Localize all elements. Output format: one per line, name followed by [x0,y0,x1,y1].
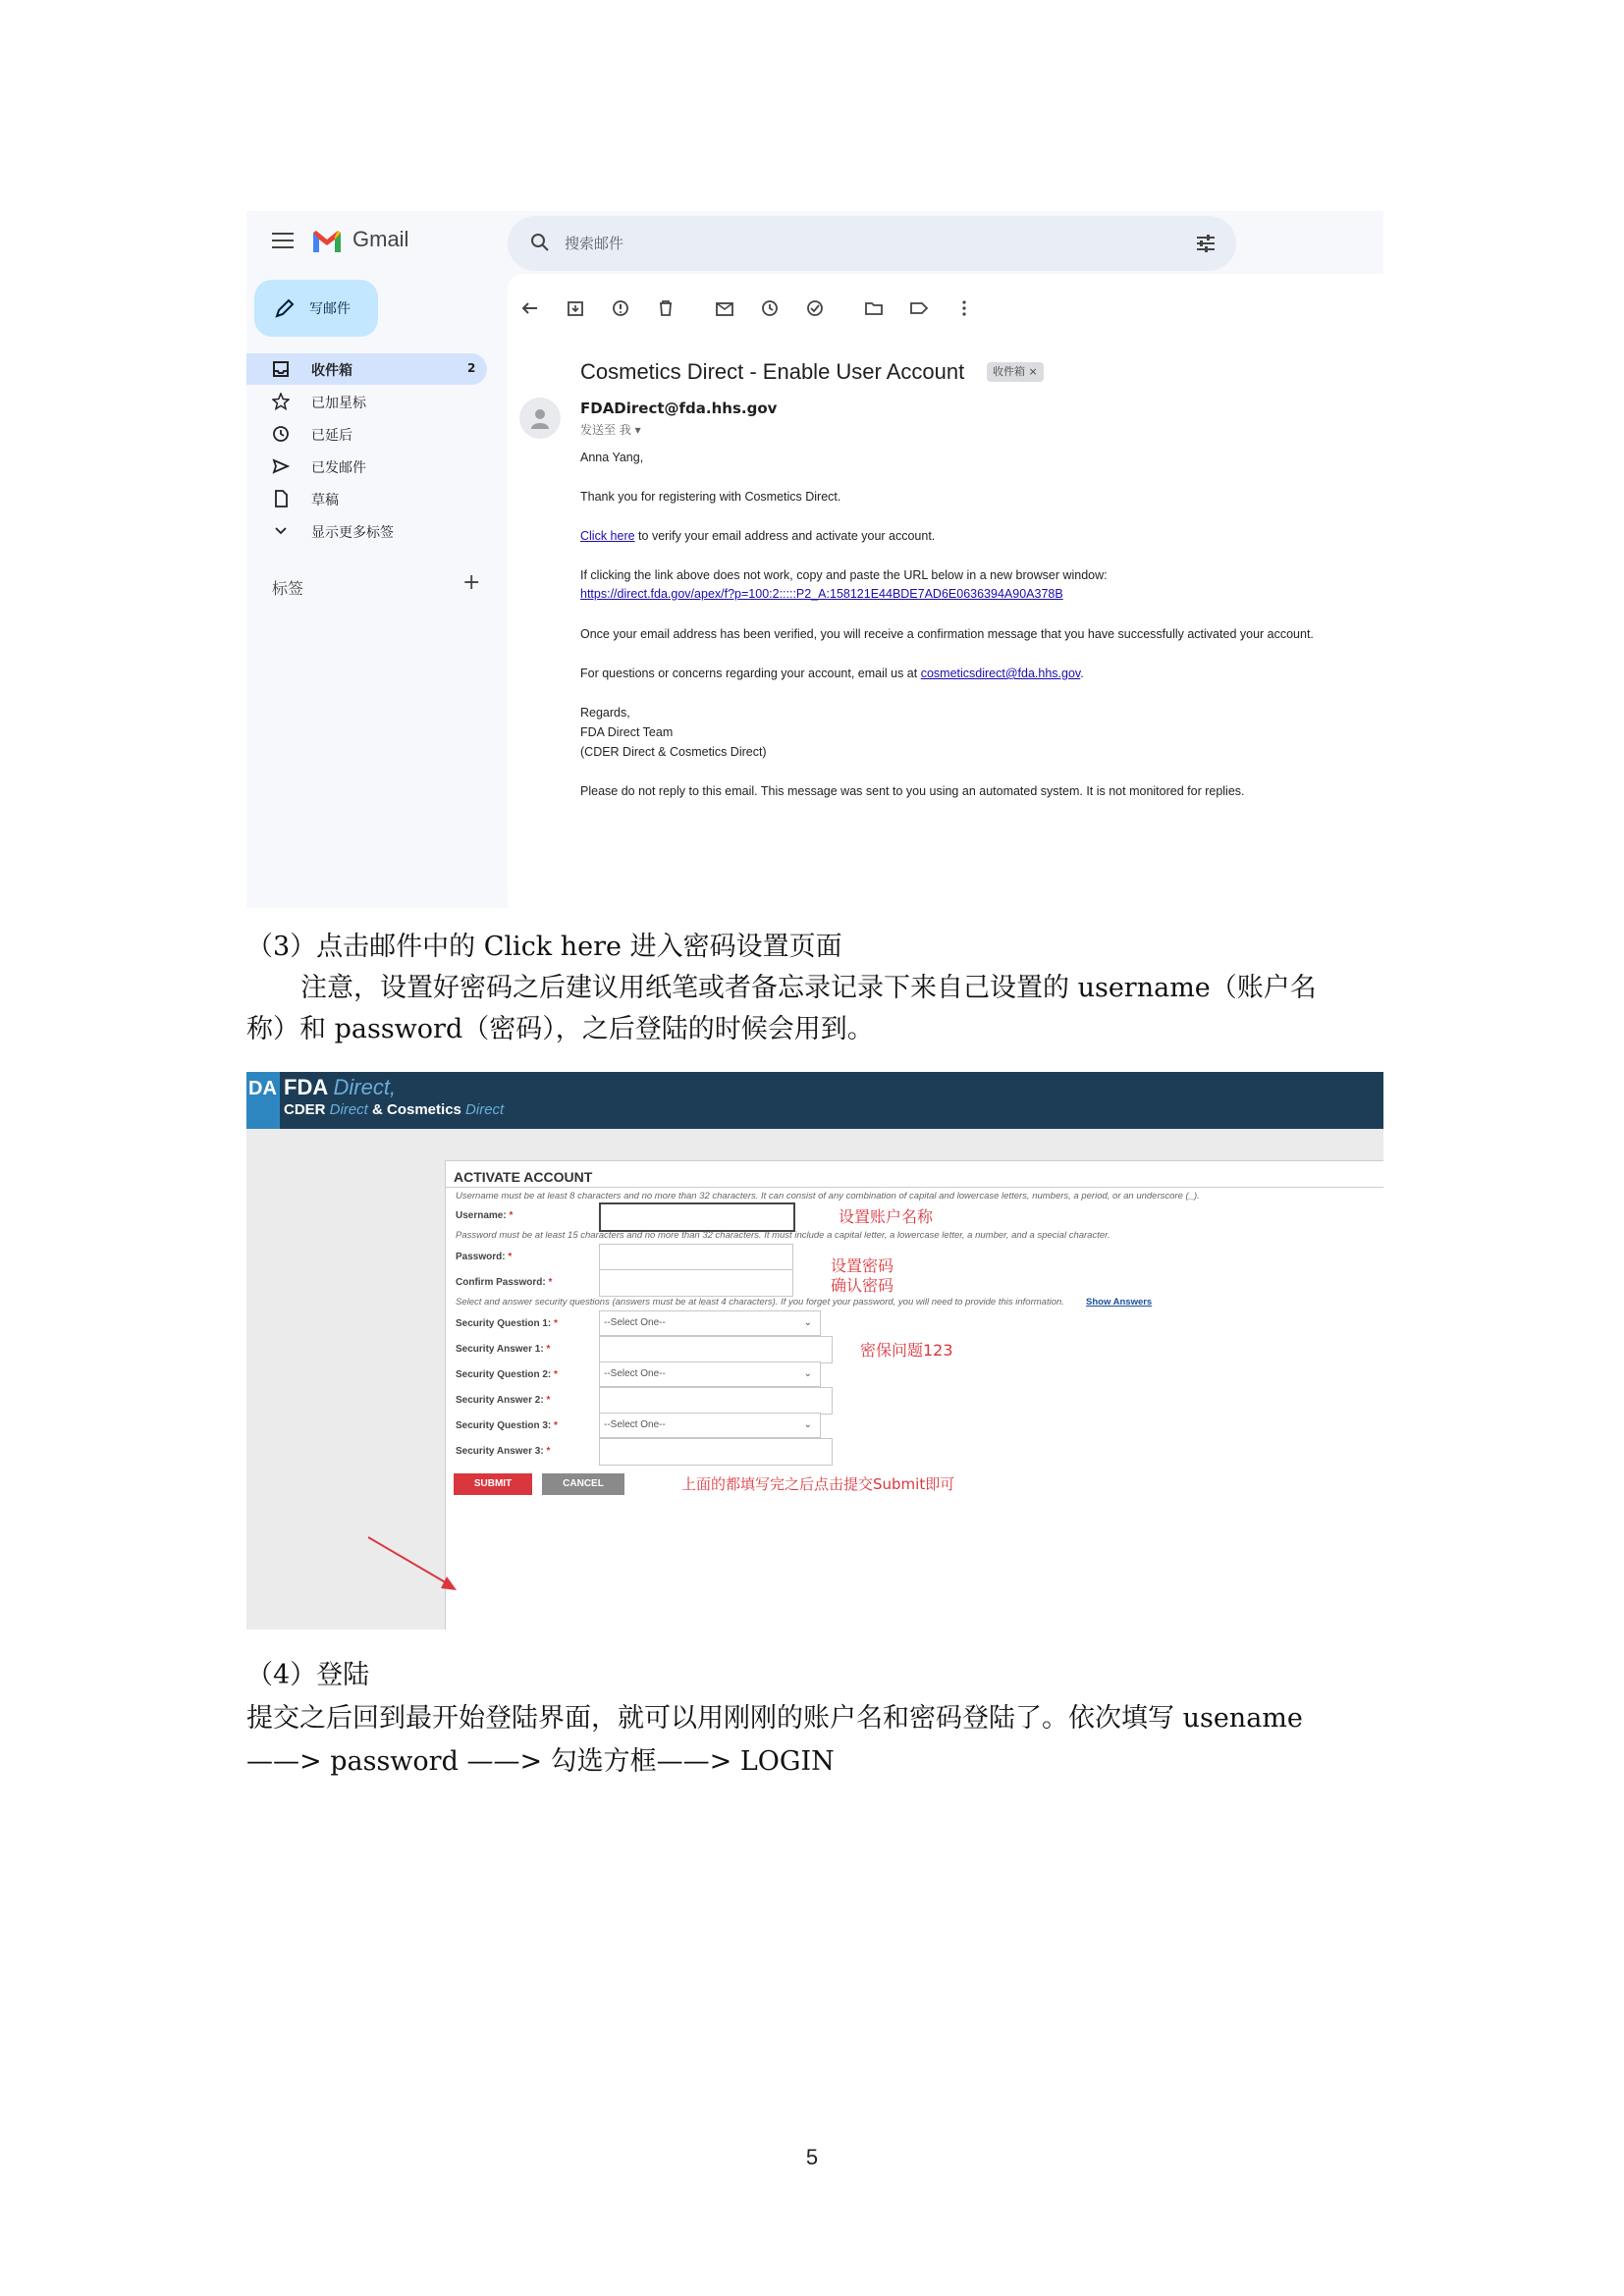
filter-options-icon[interactable] [1195,233,1217,254]
label-text: Security Question 1: [456,1318,552,1329]
label-text: Password: [456,1252,506,1262]
divider [446,1187,1383,1188]
required-mark: * [548,1277,553,1288]
annotation-password: 设置密码 [831,1256,894,1275]
snooze-clock-icon[interactable] [759,297,781,319]
fda-subtitle [284,1101,504,1118]
fda-header [246,1072,1383,1129]
sidebar-item-label: 已发邮件 [311,460,366,476]
label-text: Security Answer 3: [456,1446,544,1457]
label-text: Security Question 2: [456,1369,552,1380]
select-value: --Select One-- [604,1368,666,1379]
security-question-1-label [456,1318,558,1329]
label-text: Security Question 3: [456,1420,552,1431]
body-line: FDA Direct Team [580,725,674,739]
inbox-tag[interactable]: 收件箱 × [987,362,1044,382]
body-text: to verify your email address and activate your account. [634,529,936,543]
label-text: Confirm Password: [456,1277,546,1288]
sidebar-item-snoozed[interactable] [246,418,487,450]
sidebar-item-starred[interactable] [246,386,487,417]
annotation-confirm: 确认密码 [831,1276,894,1295]
body-line: Please do not reply to this email. This message was sent to you using an automated system. It is not monitored for replies. [580,784,1245,798]
body-line [580,529,935,543]
fda-title [284,1075,396,1100]
gmail-screenshot [246,211,1383,908]
mark-unread-icon[interactable] [714,297,735,319]
sidebar-item-label: 已加星标 [311,396,366,411]
compose-label: 写邮件 [309,301,351,317]
fda-sub-b: Direct [329,1101,368,1118]
sidebar-item-inbox[interactable] [246,353,487,385]
label-text: Security Answer 2: [456,1395,544,1406]
step-3-heading: （3）点击邮件中的 Click here 进入密码设置页面 [246,932,842,962]
fda-activate-account-screenshot [246,1072,1383,1629]
search-placeholder: 搜索邮件 [565,235,624,252]
login-line-2: ——> password ——> 勾选方框——> LOGIN [246,1746,835,1777]
sidebar-item-label: 显示更多标签 [311,525,394,541]
security-answer-2-input[interactable] [599,1387,833,1415]
support-email-link[interactable]: cosmeticsdirect@fda.hhs.gov [920,667,1081,680]
required-mark: * [554,1420,558,1431]
move-to-folder-icon[interactable] [863,297,885,319]
fda-logo-text: DA [248,1078,277,1099]
sidebar-item-sent[interactable] [246,451,487,482]
security-answer-1-label [456,1344,550,1355]
security-answer-3-label [456,1446,550,1457]
person-icon [530,407,550,429]
security-question-2-label [456,1369,558,1380]
cancel-button[interactable]: CANCEL [542,1473,624,1495]
username-label [456,1210,513,1221]
required-mark: * [509,1210,514,1221]
sidebar-item-drafts[interactable] [246,483,487,514]
annotation-username: 设置账户名称 [839,1207,934,1226]
required-mark: * [546,1344,551,1355]
body-text: For questions or concerns regarding your account, email us at [580,667,921,680]
fda-sub-d: Direct [465,1101,505,1118]
clock-icon [272,425,290,443]
label-icon[interactable] [908,297,930,319]
click-here-link[interactable]: Click here [580,529,635,543]
draft-icon [272,490,290,507]
username-input[interactable] [599,1202,795,1232]
report-spam-icon[interactable] [610,297,631,319]
email-view [508,274,1383,908]
sidebar-item-label: 收件箱 [311,363,352,379]
greeting: Anna Yang, [580,451,644,464]
activate-account-panel [445,1160,1383,1629]
confirm-password-label [456,1277,552,1288]
chevron-down-icon: ⌄ [803,1419,812,1430]
star-icon [272,393,290,410]
label-text: Security Answer 1: [456,1344,544,1355]
login-line-1: 提交之后回到最开始登陆界面，就可以用刚刚的账户名和密码登陆了。依次填写 usename [246,1703,1303,1734]
more-options-icon[interactable] [953,297,975,319]
password-input[interactable] [599,1244,793,1271]
annotation-submit: 上面的都填写完之后点击提交Submit即可 [681,1475,955,1493]
sender-address: FDADirect@fda.hhs.gov [580,400,778,417]
note-line-1: 注意，设置好密码之后建议用纸笔或者备忘录记录下来自己设置的 username（账户名 [300,973,1317,1003]
required-mark: * [554,1369,558,1380]
sidebar-item-label: 已延后 [311,428,352,444]
body-line: Once your email address has been verified, you will receive a confirmation message that you have successfully activated your account. [580,627,1314,641]
add-task-icon[interactable] [804,297,826,319]
menu-icon[interactable] [272,233,294,248]
activation-url-link[interactable]: https://direct.fda.gov/apex/f?p=100:2:::::P2_A:158121E44BDE7AD6E0636394A90A378B [580,587,1063,601]
sidebar-item-label: 草稿 [311,493,339,508]
back-arrow-icon[interactable] [519,297,541,319]
password-hint: Password must be at least 15 characters and no more than 32 characters. It must include a capital letter, a lowercase letter, a number, and a special character. [456,1230,1110,1241]
show-answers-link[interactable]: Show Answers [1086,1297,1153,1308]
username-hint: Username must be at least 8 characters and no more than 32 characters. It can consist of any combination of capital and lowercase letters, numbers, a period, or an underscore (_). [456,1191,1200,1201]
body-line: Regards, [580,706,630,720]
security-answer-2-label [456,1395,550,1406]
compose-button[interactable] [254,280,378,337]
add-label-button[interactable]: + [462,570,481,595]
delete-icon[interactable] [655,297,677,319]
fda-sub-a: CDER [284,1101,330,1118]
red-arrow-icon [364,1533,462,1602]
sidebar-item-more[interactable] [246,515,487,547]
security-answer-3-input[interactable] [599,1438,833,1466]
select-value: --Select One-- [604,1317,666,1328]
security-question-3-select[interactable] [599,1413,821,1438]
body-line [580,667,1084,680]
body-line: Thank you for registering with Cosmetics Direct. [580,490,841,504]
required-mark: * [546,1395,551,1406]
submit-button[interactable]: SUBMIT [454,1473,532,1495]
security-question-3-label [456,1420,558,1431]
required-mark: * [554,1318,558,1329]
chevron-down-icon [272,522,290,540]
fda-title-italic: Direct, [333,1075,397,1099]
note-line-2: 称）和 password（密码），之后登陆的时候会用到。 [246,1014,874,1044]
search-icon[interactable] [529,232,551,253]
security-hint: Select and answer security questions (answers must be at least 4 characters). If you forget your password, you will need to provide this information. [456,1297,1064,1308]
app-name: Gmail [352,227,409,251]
chevron-down-icon: ⌄ [803,1368,812,1379]
security-answer-1-input[interactable] [599,1336,833,1363]
page-number: 5 [805,2145,819,2169]
inbox-icon [272,360,290,378]
annotation-security: 密保问题123 [860,1341,953,1360]
archive-icon[interactable] [565,297,586,319]
select-value: --Select One-- [604,1419,666,1430]
fda-sub-c: & Cosmetics [367,1101,466,1118]
security-question-2-select[interactable] [599,1362,821,1387]
chevron-down-icon: ⌄ [803,1317,812,1328]
email-subject: Cosmetics Direct - Enable User Account [580,359,965,384]
body-text: . [1080,667,1084,680]
body-line [580,587,1063,601]
body-line: If clicking the link above does not work, copy and paste the URL below in a new browser window: [580,568,1108,582]
recipient-line[interactable]: 发送至 我 ▾ [580,423,641,437]
required-mark: * [546,1446,551,1457]
labels-heading: 标签 [272,579,304,598]
search-bar[interactable] [508,216,1236,271]
pencil-icon [274,297,296,319]
gmail-logo-icon [311,229,343,254]
password-label [456,1252,512,1262]
label-text: Username: [456,1210,507,1221]
unread-count: 2 [467,361,476,375]
body-line: (CDER Direct & Cosmetics Direct) [580,745,767,759]
avatar [519,398,561,439]
confirm-password-input[interactable] [599,1269,793,1297]
panel-title: ACTIVATE ACCOUNT [454,1169,593,1185]
step-4-heading: （4）登陆 [246,1660,370,1690]
send-icon [272,457,290,475]
fda-title-main: FDA [284,1075,334,1099]
security-question-1-select[interactable] [599,1310,821,1336]
required-mark: * [508,1252,513,1262]
